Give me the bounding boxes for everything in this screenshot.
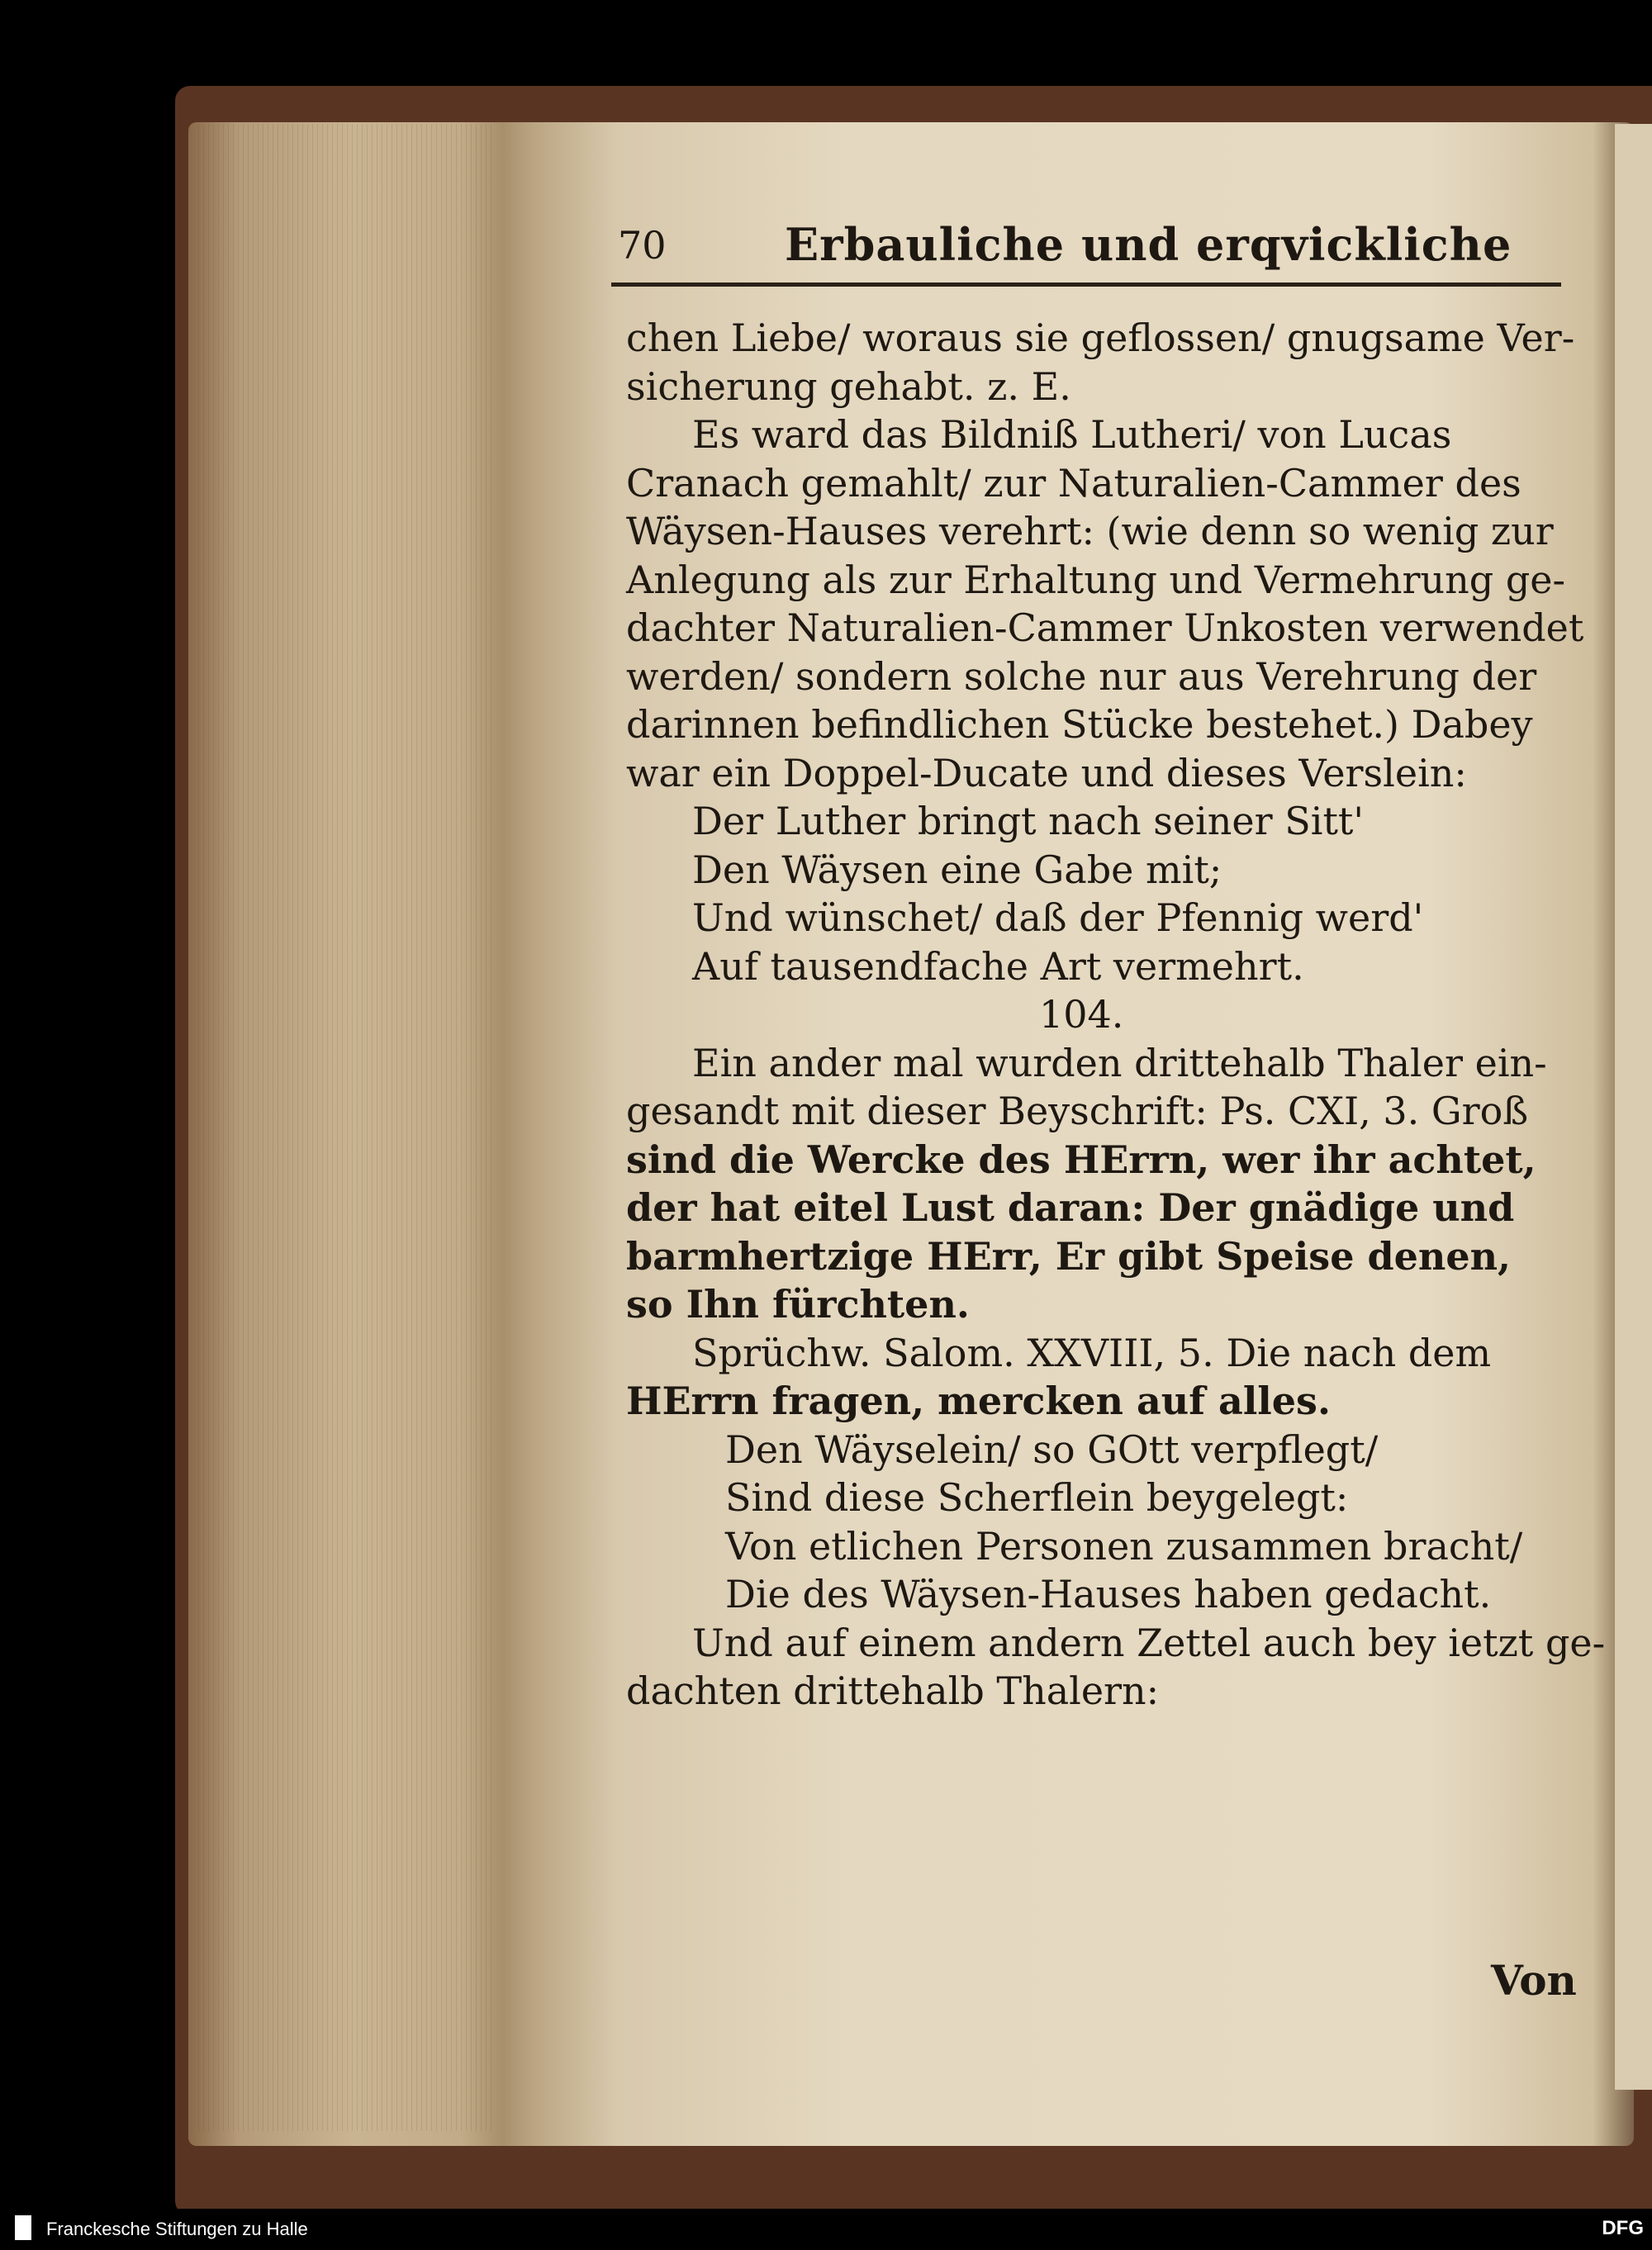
text-line: darinnen befindlichen Stücke bestehet.) Dabey: [626, 702, 1533, 747]
facing-page-edge: [1615, 124, 1652, 2090]
quote-line: der hat eitel Lust daran: Der gnädige und: [626, 1185, 1515, 1230]
text-line: werden/ sondern solche nur aus Verehrung der: [626, 653, 1537, 699]
funder-logo: DFG: [1602, 2217, 1644, 2239]
text-line: gesandt mit dieser Beyschrift: Ps. CXI, 3. Groß: [626, 1089, 1529, 1133]
text-line: Wäysen-Hauses verehrt: (wie denn so wenig zur: [626, 509, 1554, 553]
text-line: Anlegung als zur Erhaltung und Vermehrung ge-: [626, 557, 1566, 602]
catchword: Von: [1491, 1956, 1577, 2005]
verse-line: Den Wäyselein/ so GOtt verpflegt/: [725, 1426, 1379, 1472]
text-line: Ein ander mal wurden drittehalb Thaler ein-: [692, 1040, 1547, 1085]
verse-line: Und wünschet/ daß der Pfennig werd': [692, 895, 1424, 940]
footer-bar: [0, 2209, 1652, 2250]
text-line: Es ward das Bildniß Lutheri/ von Lucas: [692, 412, 1452, 457]
text-line: dachten drittehalb Thalern:: [626, 1669, 1160, 1713]
page-number: 70: [618, 223, 667, 268]
text-line: Und auf einem andern Zettel auch bey ietzt ge-: [692, 1620, 1606, 1665]
text-line: chen Liebe/ woraus sie geflossen/ gnugsame Ver-: [626, 316, 1575, 360]
book-page: [578, 215, 1606, 2090]
verse-line: Sind diese Scherflein beygelegt:: [725, 1475, 1349, 1520]
institution-logo-icon: [15, 2215, 31, 2240]
text-line: sicherung gehabt. z. E.: [626, 363, 1071, 409]
page-edges: [198, 124, 496, 2131]
text-line: dachter Naturalien-Cammer Unkosten verwendet: [626, 605, 1584, 650]
quote-line: barmhertzige HErr, Er gibt Speise denen,: [626, 1233, 1512, 1279]
running-title: Erbauliche und erqvickliche: [785, 218, 1512, 271]
page-header: [578, 215, 1578, 286]
verse-line: Auf tausendfache Art vermehrt.: [692, 943, 1304, 989]
verse-line: Die des Wäysen-Hauses haben gedacht.: [725, 1572, 1492, 1616]
quote-line: so Ihn fürchten.: [626, 1282, 970, 1327]
verse-line: Von etlichen Personen zusammen bracht/: [725, 1523, 1523, 1569]
body-text: [626, 314, 1606, 1716]
quote-line: sind die Wercke des HErrn, wer ihr achtet,: [626, 1137, 1536, 1182]
text-line: Cranach gemahlt/ zur Naturalien-Cammer des: [626, 460, 1521, 506]
verse-line: Der Luther bringt nach seiner Sitt': [692, 799, 1365, 843]
institution-name: Franckesche Stiftungen zu Halle: [46, 2219, 308, 2239]
header-rule: [611, 282, 1561, 287]
quote-line: HErrn fragen, mercken auf alles.: [626, 1379, 1331, 1423]
text-line: Sprüchw. Salom. XXVIII, 5. Die nach dem: [692, 1330, 1492, 1375]
text-line: war ein Doppel-Ducate und dieses Verslein:: [626, 750, 1467, 795]
verse-line: Den Wäysen eine Gabe mit;: [692, 847, 1222, 892]
section-number: 104.: [1039, 992, 1124, 1037]
